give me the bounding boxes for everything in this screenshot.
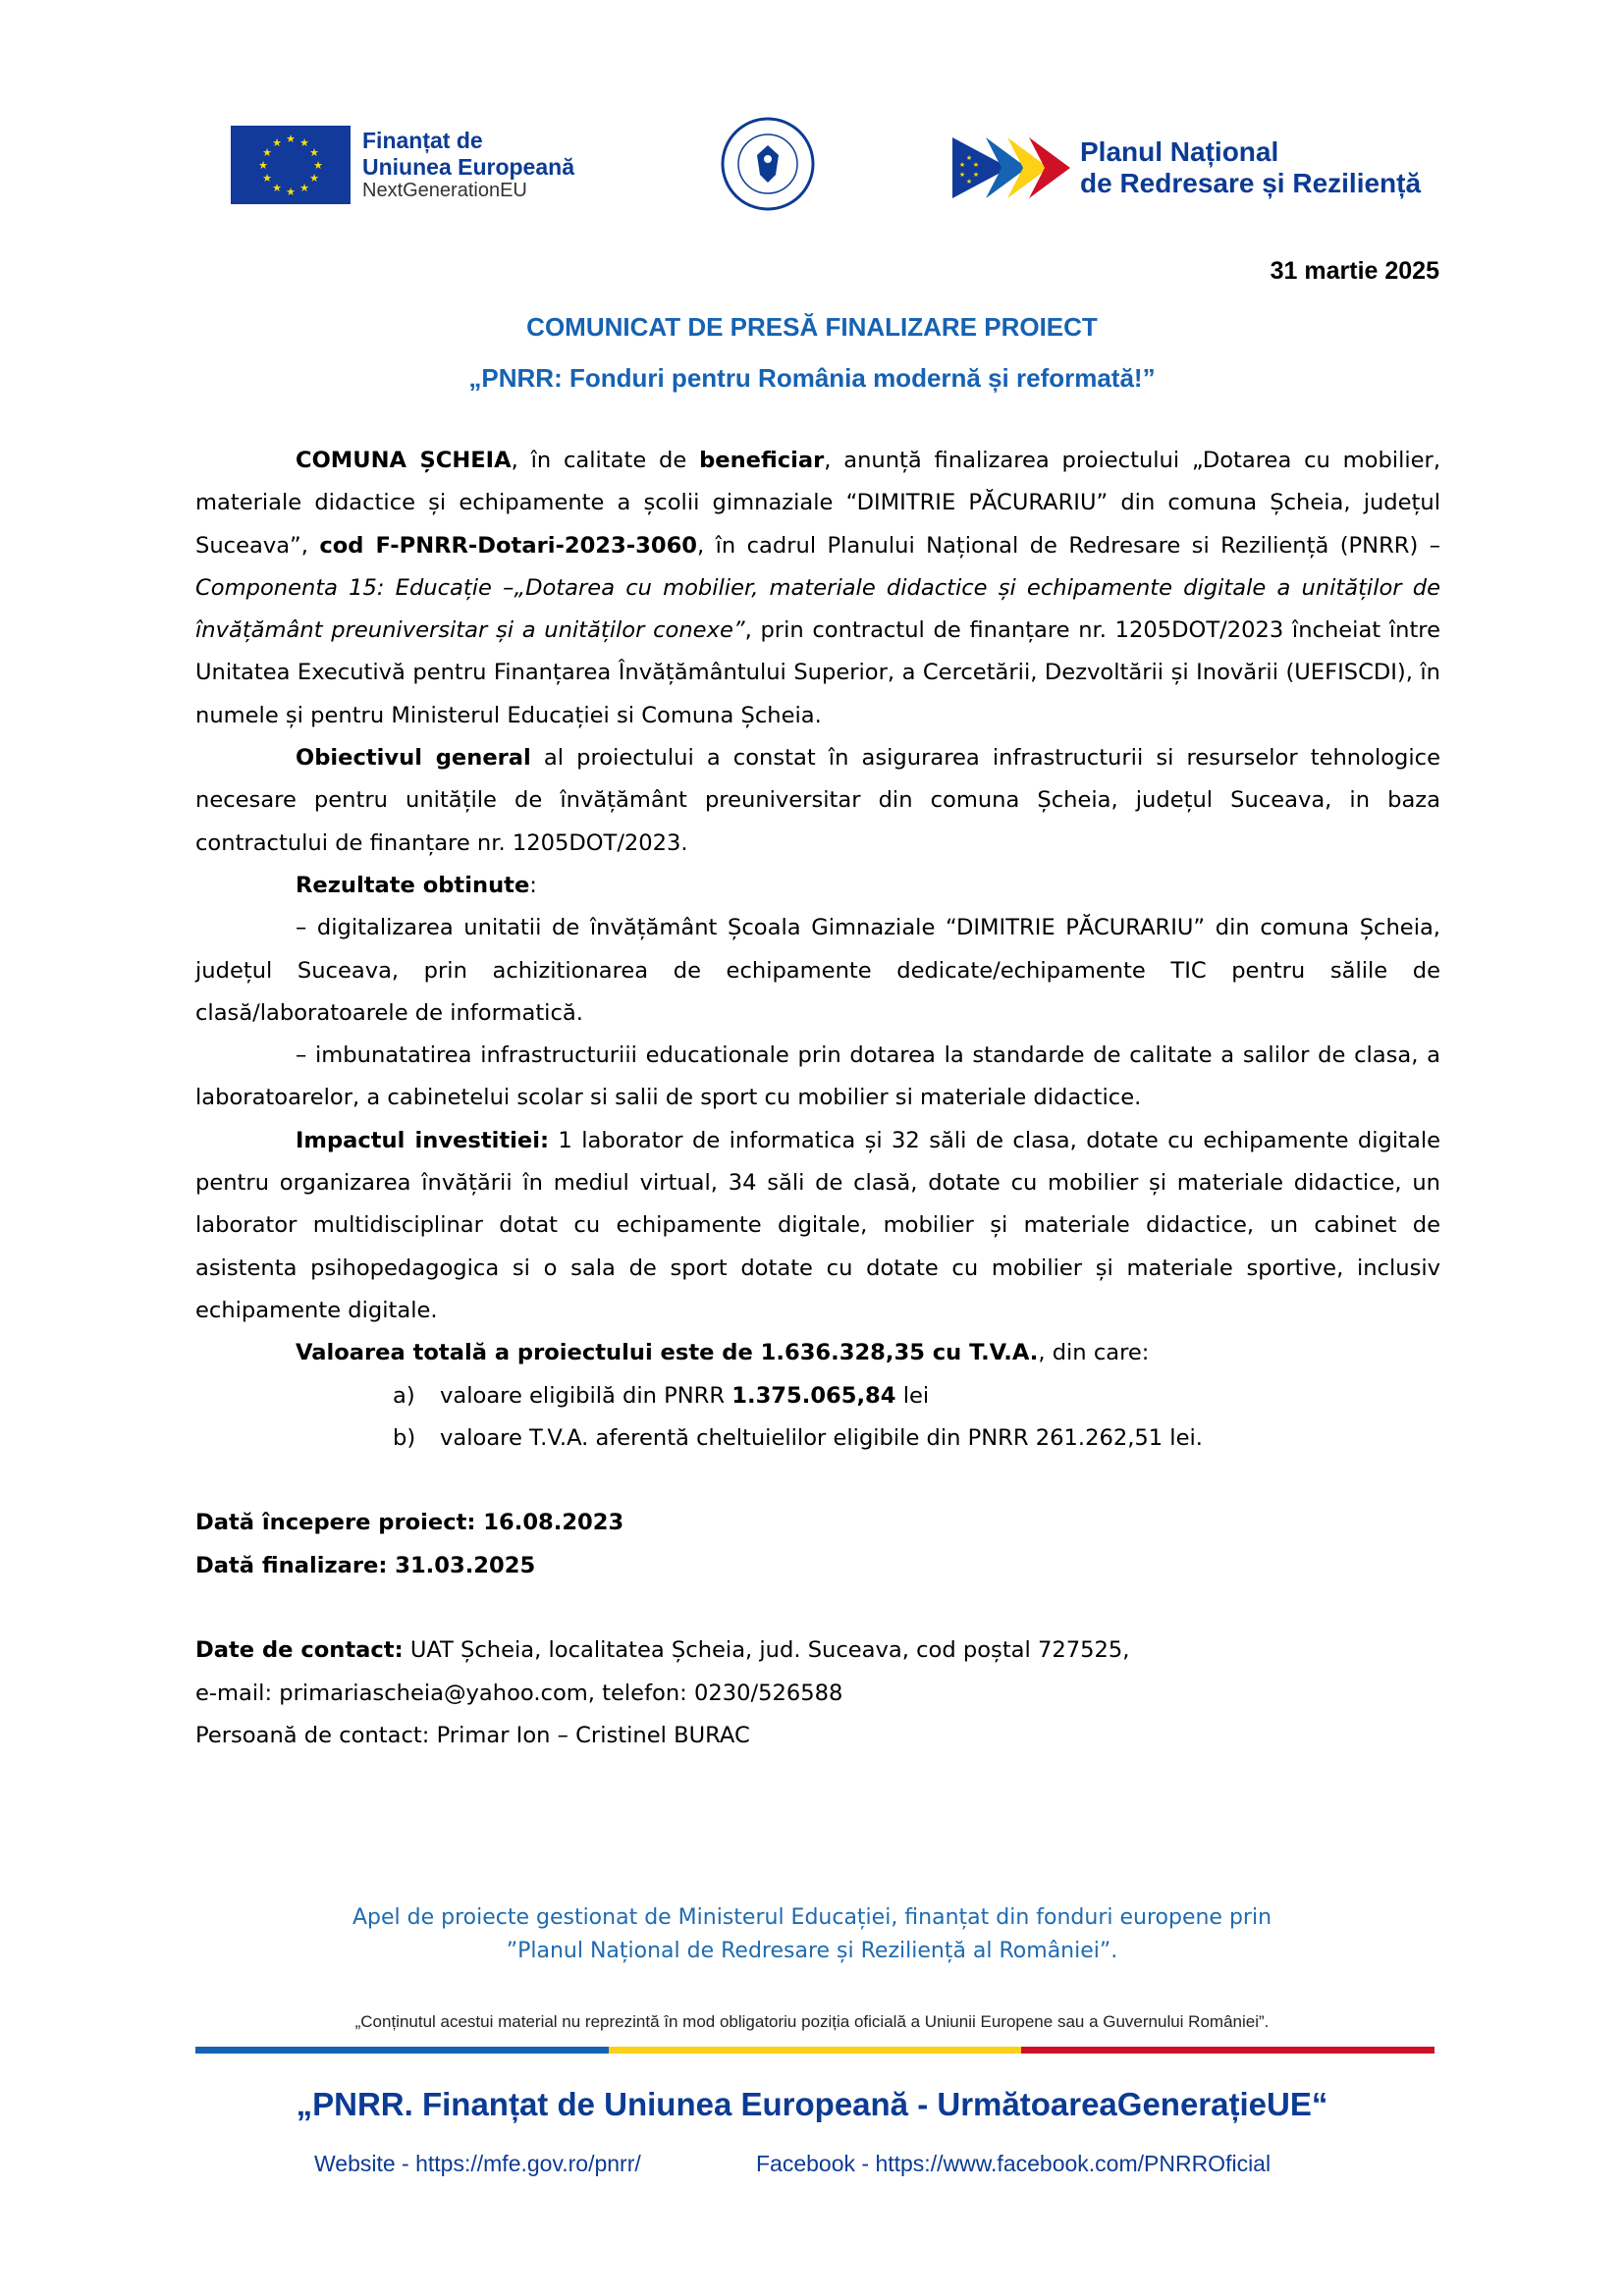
press-release-body	[195, 440, 1440, 1757]
svg-text:★: ★	[309, 172, 319, 185]
svg-text:★: ★	[972, 161, 980, 169]
pnrr-arrow-icon	[952, 133, 1070, 202]
contact-email-phone: e-mail: primariascheia@yahoo.com, telefon: 0230/526588	[195, 1680, 843, 1706]
press-release-title: COMUNICAT DE PRESĂ FINALIZARE PROIECT	[526, 312, 1098, 342]
svg-text:★: ★	[958, 161, 966, 169]
eu-flag-icon	[231, 126, 351, 204]
press-release-subtitle: „PNRR: Fonduri pentru România modernă și reformată!”	[468, 363, 1156, 393]
svg-text:★: ★	[262, 146, 272, 159]
pnrr-logo-line1: Planul Național	[1080, 135, 1279, 167]
contact-person: Persoană de contact: Primar Ion – Cristinel BURAC	[195, 1722, 750, 1748]
eu-logo-line3: NextGenerationEU	[362, 179, 527, 201]
start-date: Dată începere proiect: 16.08.2023	[195, 1510, 624, 1536]
svg-text:★: ★	[272, 136, 282, 149]
svg-text:★: ★	[299, 182, 309, 194]
website-link[interactable]: Website - https://mfe.gov.ro/pnrr/	[314, 2151, 641, 2176]
impact-paragraph: Impactul investitiei: 1 laborator de informatica și 32 săli de clasa, dotate cu echipamente digitale pentru organizarea învățării în mediul virtual, 34 săli de clasă, dotate cu mobilier și materiale didactice, un laborator multidisciplinar dotat cu echipamente digitale, mobilier și materiale didactice, un cabinet de asistenta psihopedagogica si o sala de sport dotate cu dotate cu mobilier și materiale sportive, inclusiv echipamente digitale.	[195, 1127, 1440, 1323]
total-value-paragraph: Valoarea totală a proiectului este de 1.636.328,35 cu T.V.A., din care:	[296, 1340, 1150, 1366]
svg-text:★: ★	[286, 133, 296, 145]
eu-logo-line1: Finanțat de	[362, 128, 483, 154]
svg-text:★: ★	[272, 182, 282, 194]
disclaimer: „Conținutul acestui material nu reprezintă în mod obligatoriu poziția oficială a Uniunii Europene sau a Guvernului României”.	[354, 2012, 1270, 2031]
svg-text:★: ★	[965, 178, 973, 186]
svg-text:★: ★	[958, 171, 966, 179]
funding-note: Apel de proiecte gestionat de Ministerul Educației, finanțat din fonduri europene prin ”Planul Național de Redresare și Reziliență al României”.	[352, 1905, 1272, 1963]
results-heading: Rezultate obtinute:	[296, 872, 537, 898]
intro-paragraph: COMUNA ȘCHEIA, în calitate de beneficiar, anunță finalizarea proiectului „Dotarea cu mobilier, materiale didactice și echipamente a școlii gimnaziale “DIMITRIE PĂCURARIU” din comuna Șcheia, județul Suceava”, cod F-PNRR-Dotari-2023-3060, în cadrul Planului Național de Redresare si Reziliență (PNRR) – Componenta 15: Educație –„Dotarea cu mobilier, materiale didactice și echipamente digitale a unităților de învățământ preuniversitar și a unităților conexe”, prin contractul de finanțare nr. 1205DOT/2023 încheiat între Unitatea Executivă pentru Finanțarea Învățământului Superior, a Cercetării, Dezvoltării și Inovării (UEFISCDI), în numele și pentru Ministerul Educației si Comuna Șcheia.	[195, 448, 1440, 728]
press-release-date: 31 martie 2025	[1270, 257, 1439, 285]
objective-paragraph: Obiectivul general al proiectului a constat în asigurarea infrastructurii si resurselor tehnologice necesare pentru unitățile de învățământ preuniversitar din comuna Șcheia, județul Suceava, in baza contractului de finanțare nr. 1205DOT/2023.	[195, 745, 1440, 856]
svg-text:★: ★	[309, 146, 319, 159]
eu-funding-logo	[231, 126, 574, 204]
list-item: a) valoare eligibilă din PNRR 1.375.065,84 lei	[393, 1382, 930, 1409]
contact-address: Date de contact: UAT Șcheia, localitatea Șcheia, jud. Suceava, cod poștal 727525,	[195, 1637, 1130, 1664]
svg-text:★: ★	[972, 171, 980, 179]
svg-text:★: ★	[313, 159, 323, 172]
svg-text:★: ★	[286, 186, 296, 198]
list-item: b) valoare T.V.A. aferentă cheltuielilor eligibile din PNRR 261.262,51 lei.	[393, 1424, 1203, 1451]
end-date: Dată finalizare: 31.03.2025	[195, 1552, 536, 1578]
svg-text:★: ★	[299, 136, 309, 149]
facebook-link[interactable]: Facebook - https://www.facebook.com/PNRROficial	[756, 2151, 1272, 2176]
eu-logo-line2: Uniunea Europeană	[362, 153, 574, 180]
pnrr-logo-line2: de Redresare și Reziliență	[1080, 168, 1422, 198]
result-item-digitalization: – digitalizarea unitatii de învățământ Școala Gimnaziale “DIMITRIE PĂCURARIU” din comuna Șcheia, județul Suceava, prin achizitionarea de echipamente dedicate/echipamente TIC pentru sălile de clasă/laboratoarele de informatică.	[195, 915, 1440, 1026]
pnrr-logo	[952, 133, 1421, 202]
pnrr-slogan: „PNRR. Finanțat de Uniunea Europeană - UrmătoareaGenerațieUE“	[296, 2086, 1328, 2122]
tricolor-divider	[195, 2047, 1435, 2054]
svg-text:★: ★	[965, 154, 973, 162]
result-item-infrastructure: – imbunatatirea infrastructuriii educationale prin dotarea la standarde de calitate a salilor de clasa, a laboratoarelor, a cabinetelui scolar si salii de sport cu mobilier si materiale didactice.	[195, 1042, 1440, 1111]
svg-text:★: ★	[262, 172, 272, 185]
svg-text:★: ★	[258, 159, 268, 172]
romanian-government-seal-icon	[720, 116, 816, 212]
